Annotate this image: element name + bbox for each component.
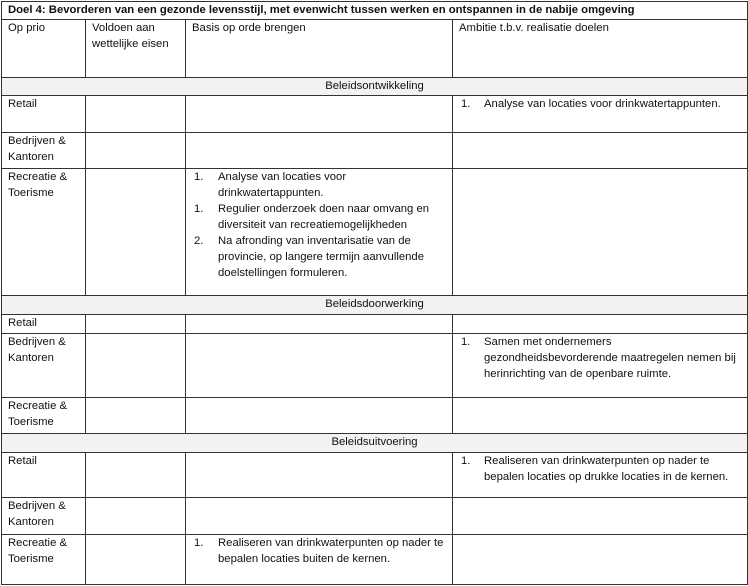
cell-basis-op-orde	[186, 498, 453, 534]
cell-ambitie	[453, 168, 748, 296]
list-item	[192, 233, 446, 281]
table-row	[2, 96, 748, 132]
table-title: Doel 4: Bevorderen van een gezonde levensstijl, met evenwicht tussen werken en ontspannen in de nabije omgeving	[2, 2, 748, 20]
list-item-text: Analyse van locaties voor drinkwatertappunten.	[218, 170, 347, 199]
cell-basis-op-orde	[186, 314, 453, 333]
cell-basis-op-orde	[186, 168, 453, 296]
list-item	[192, 535, 446, 567]
cell-wettelijke-eisen	[86, 96, 186, 132]
row-label-bedrijven-kantoren: Bedrijven & Kantoren	[2, 498, 86, 534]
cell-wettelijke-eisen	[86, 314, 186, 333]
cell-ambitie	[453, 132, 748, 168]
cell-wettelijke-eisen	[86, 534, 186, 584]
cell-ambitie	[453, 96, 748, 132]
numbered-list	[459, 453, 741, 485]
row-label-retail: Retail	[2, 314, 86, 333]
cell-ambitie	[453, 534, 748, 584]
cell-wettelijke-eisen	[86, 132, 186, 168]
list-item-text: Na afronding van inventarisatie van de provincie, op langere termijn aanvullende doelstellingen formuleren.	[218, 234, 424, 279]
header-ambitie: Ambitie t.b.v. realisatie doelen	[453, 20, 748, 78]
list-item-number: 1.	[194, 170, 204, 183]
section-header-beleidsuitvoering: Beleidsuitvoering	[2, 434, 748, 453]
cell-ambitie	[453, 453, 748, 498]
table-row	[2, 132, 748, 168]
list-item	[459, 453, 741, 485]
row-label-recreatie-toerisme: Recreatie & Toerisme	[2, 397, 86, 433]
list-item	[192, 201, 446, 233]
numbered-list	[459, 334, 741, 382]
list-item	[459, 334, 741, 382]
cell-wettelijke-eisen	[86, 168, 186, 296]
table-row	[2, 498, 748, 534]
header-op-prio: Op prio	[2, 20, 86, 78]
list-item-text: Realiseren van drinkwaterpunten op nader te bepalen locaties buiten de kernen.	[218, 536, 444, 565]
list-item-text: Realiseren van drinkwaterpunten op nader te bepalen locaties op drukke locaties in de kernen.	[484, 455, 729, 484]
cell-wettelijke-eisen	[86, 453, 186, 498]
table-row	[2, 314, 748, 333]
cell-basis-op-orde	[186, 333, 453, 397]
numbered-list	[192, 535, 446, 567]
cell-ambitie	[453, 314, 748, 333]
list-item-text: Samen met ondernemers gezondheidsbevorderende maatregelen nemen bij herinrichting van de openbare ruimte.	[484, 335, 736, 380]
list-item-text: Regulier onderzoek doen naar omvang en diversiteit van recreatiemogelijkheden	[218, 202, 430, 231]
numbered-list	[192, 169, 446, 281]
list-item-number: 1.	[461, 335, 471, 348]
row-label-recreatie-toerisme: Recreatie & Toerisme	[2, 534, 86, 584]
cell-wettelijke-eisen	[86, 498, 186, 534]
list-item-number: 2.	[194, 234, 204, 247]
row-label-retail: Retail	[2, 453, 86, 498]
cell-wettelijke-eisen	[86, 397, 186, 433]
list-item-number: 1.	[194, 536, 204, 549]
cell-ambitie	[453, 397, 748, 433]
cell-basis-op-orde	[186, 397, 453, 433]
cell-ambitie	[453, 333, 748, 397]
goal-table	[1, 1, 748, 585]
table-row	[2, 333, 748, 397]
cell-wettelijke-eisen	[86, 333, 186, 397]
cell-basis-op-orde	[186, 132, 453, 168]
goal-table-body	[2, 2, 748, 585]
section-header-beleidsontwikkeling: Beleidsontwikkeling	[2, 78, 748, 96]
list-item-number: 1.	[461, 98, 471, 111]
list-item	[192, 169, 446, 201]
header-basis-op-orde: Basis op orde brengen	[186, 20, 453, 78]
cell-basis-op-orde	[186, 453, 453, 498]
table-row	[2, 397, 748, 433]
cell-basis-op-orde	[186, 534, 453, 584]
list-item-number: 1.	[461, 455, 471, 468]
cell-ambitie	[453, 498, 748, 534]
numbered-list	[459, 96, 741, 112]
table-row	[2, 534, 748, 584]
section-header-beleidsdoorwerking: Beleidsdoorwerking	[2, 296, 748, 314]
row-label-bedrijven-kantoren: Bedrijven & Kantoren	[2, 333, 86, 397]
list-item-text: Analyse van locaties voor drinkwatertappunten.	[484, 98, 721, 111]
row-label-recreatie-toerisme: Recreatie & Toerisme	[2, 168, 86, 296]
row-label-bedrijven-kantoren: Bedrijven & Kantoren	[2, 132, 86, 168]
list-item	[459, 96, 741, 112]
list-item-number: 1.	[194, 202, 204, 215]
header-wettelijke-eisen: Voldoen aan wettelijke eisen	[86, 20, 186, 78]
cell-basis-op-orde	[186, 96, 453, 132]
table-row	[2, 168, 748, 296]
table-row	[2, 453, 748, 498]
row-label-retail: Retail	[2, 96, 86, 132]
